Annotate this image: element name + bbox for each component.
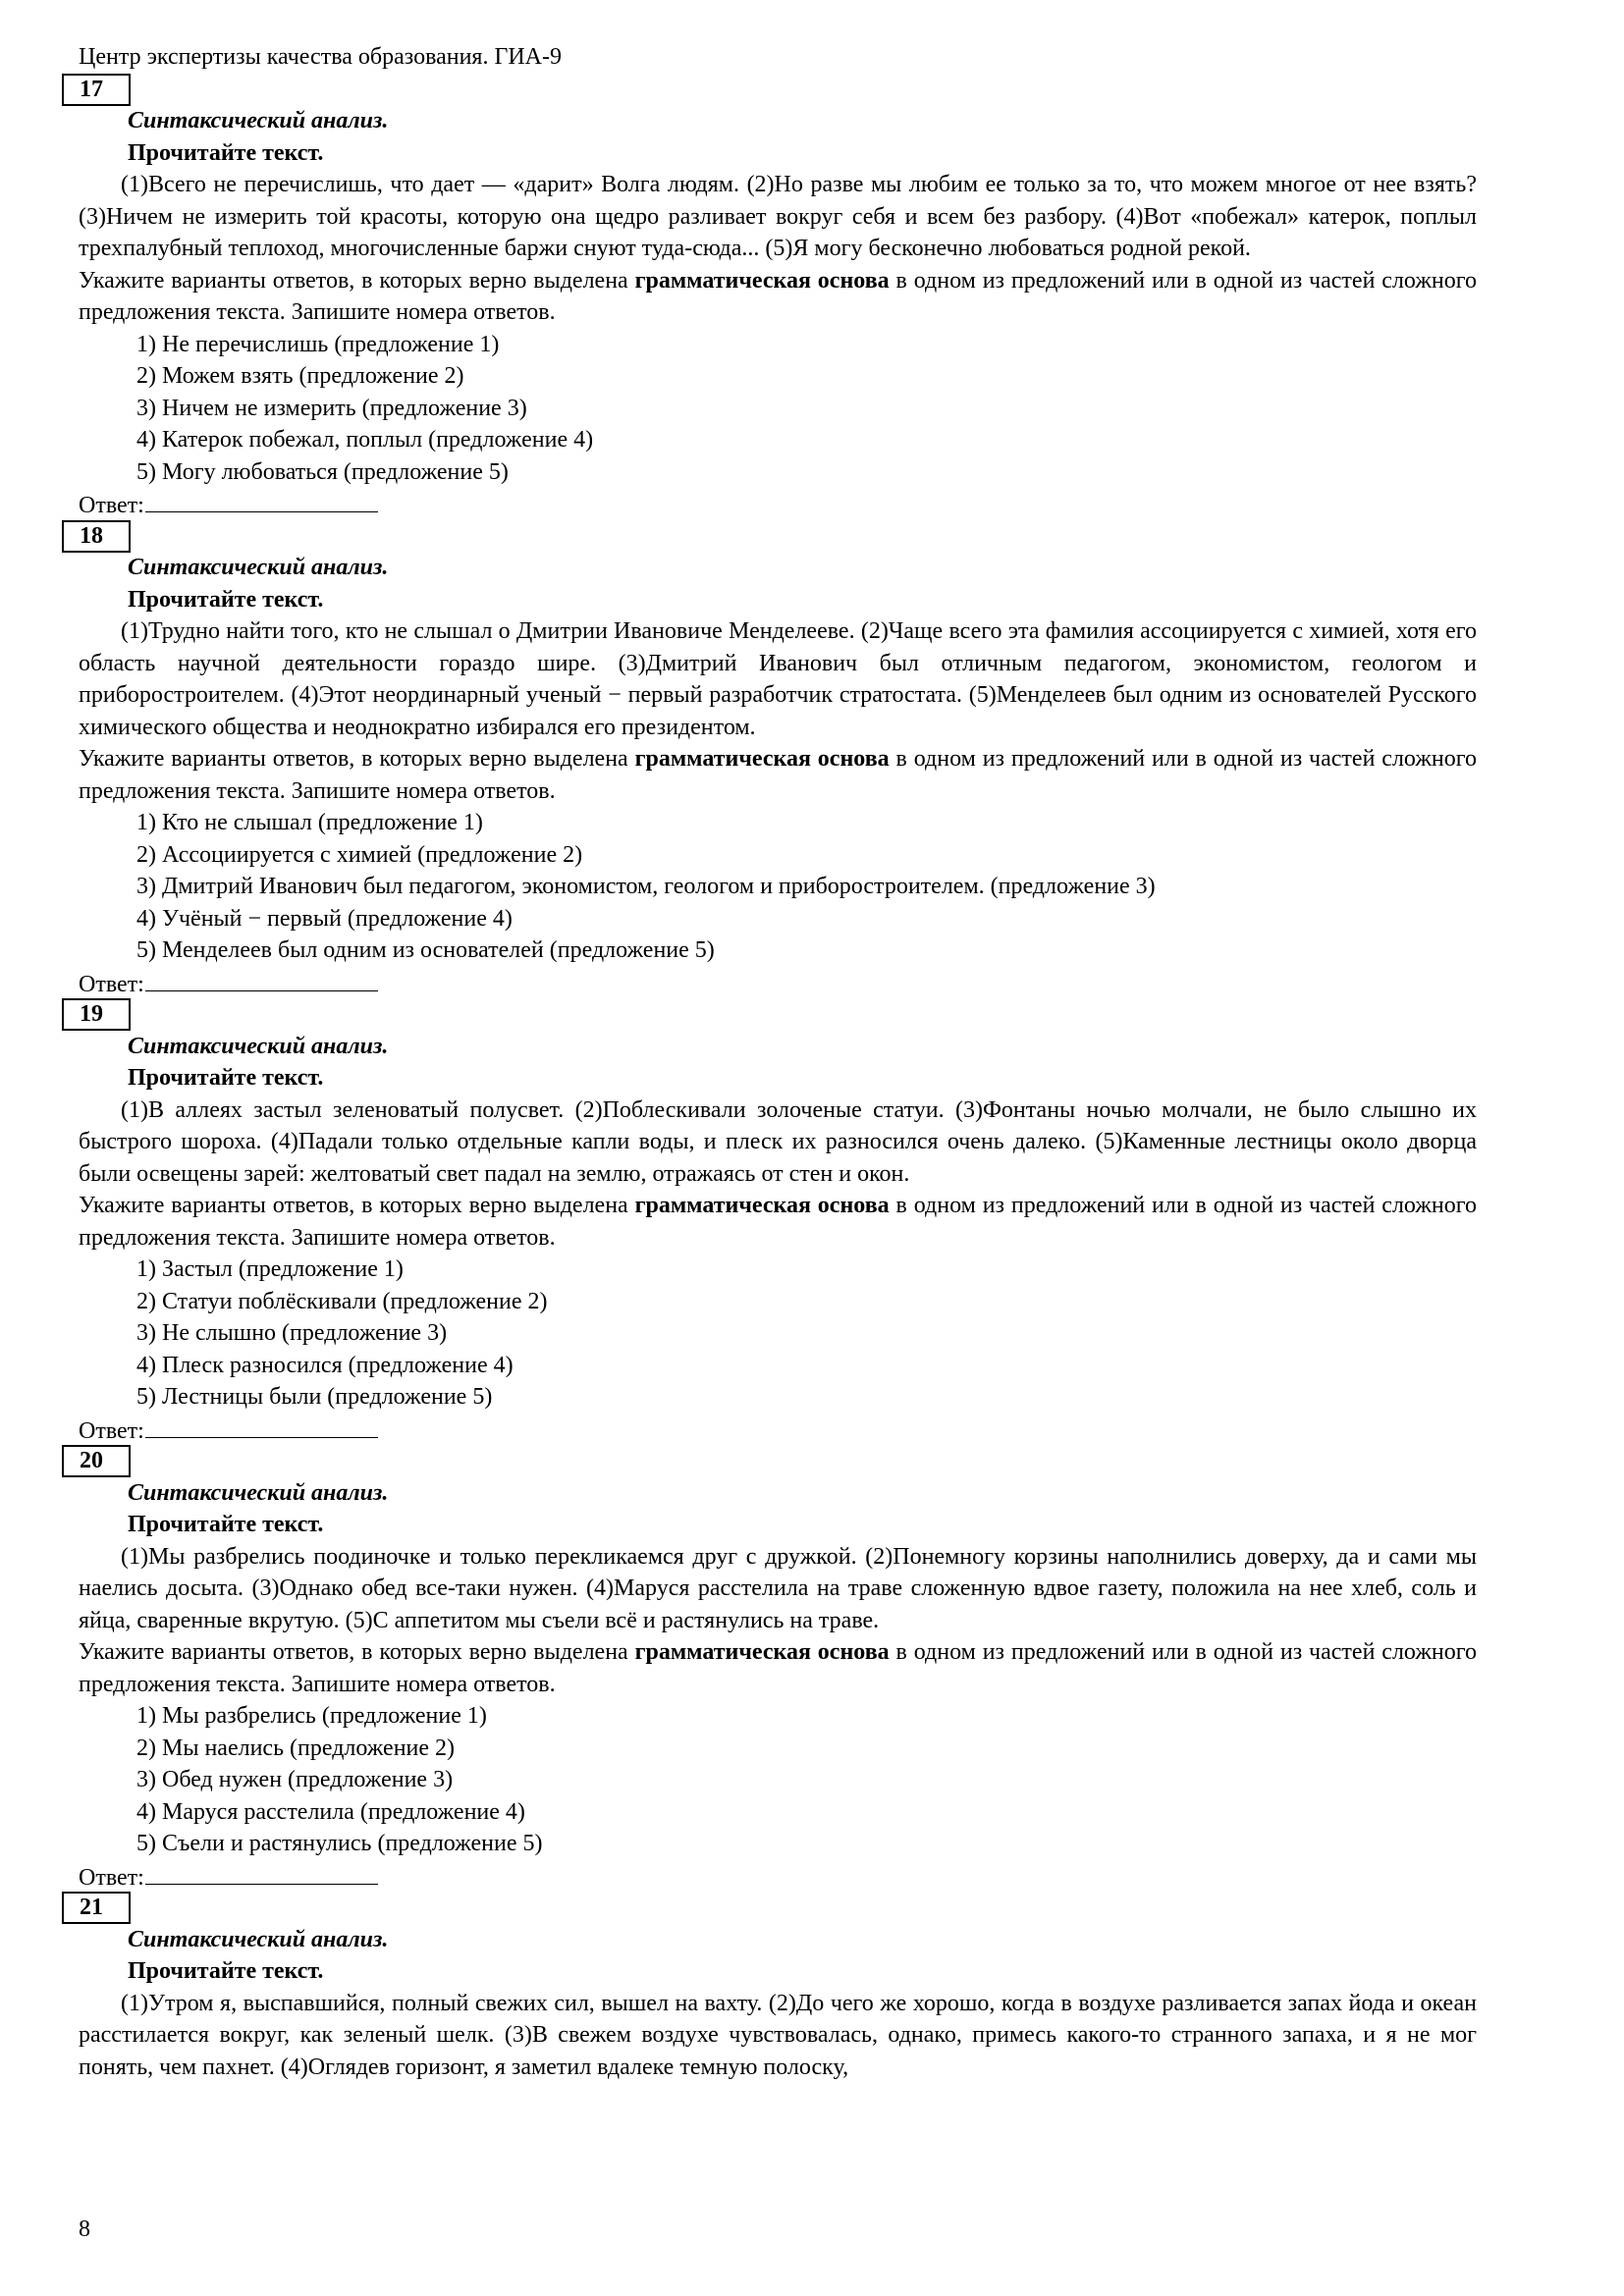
passage-text: (1)Всего не перечислишь, что дает — «дарит» Волга людям. (2)Но разве мы любим ее только за то, что можем многое от нее взять? (3)Ничем не измерить той красоты, которую она щедро разливает вокруг себя и всем без разбору. (4)Вот «побежал» катерок, поплыл трехпалубный теплоход, многочисленные баржи снуют туда-сюда... (5)Я могу бесконечно любоваться родной рекой. — [79, 172, 1477, 261]
question-19 — [79, 998, 1477, 1445]
answer-option: 5) Съели и растянулись (предложение 5) — [136, 1831, 543, 1856]
answer-option: 4) Катерок побежал, поплыл (предложение 4) — [136, 427, 594, 453]
answer-option: 5) Лестницы были (предложение 5) — [136, 1384, 493, 1410]
answer-option: 3) Ничем не измерить (предложение 3) — [136, 395, 527, 421]
answer-options — [79, 1254, 1477, 1414]
answer-field[interactable] — [145, 488, 378, 512]
answer-option: 3) Дмитрий Иванович был педагогом, экономистом, геологом и приборостроителем. (предложение 3) — [136, 874, 1156, 899]
question-subtitle: Синтаксический анализ. — [128, 108, 389, 133]
question-number-box — [62, 74, 131, 106]
task-text-bold: грамматическая основа — [634, 267, 890, 294]
answer-option: 5) Менделеев был одним из основателей (предложение 5) — [136, 937, 715, 963]
answer-option: 1) Застыл (предложение 1) — [136, 1256, 404, 1282]
question-number-box — [62, 1892, 131, 1924]
task-text — [79, 1636, 1477, 1700]
question-number: 20 — [80, 1448, 103, 1473]
task-text — [79, 265, 1477, 329]
instruction-title: Прочитайте текст. — [128, 586, 324, 613]
question-number-box — [62, 1445, 131, 1477]
answer-field[interactable] — [145, 967, 378, 991]
question-subtitle: Синтаксический анализ. — [128, 1926, 389, 1952]
task-text-after: в одном из предложений или в одной из частей сложного предложения текста. Запишите номера ответов. — [79, 746, 1477, 804]
answer-option: 1) Кто не слышал (предложение 1) — [136, 810, 483, 835]
task-text-before: Укажите варианты ответов, в которых верно выделена — [79, 746, 635, 772]
question-number-box — [62, 998, 131, 1031]
question-number: 21 — [80, 1895, 103, 1920]
answer-option: 4) Плеск разносился (предложение 4) — [136, 1352, 514, 1378]
answer-option: 2) Мы наелись (предложение 2) — [136, 1735, 456, 1761]
answer-option: 3) Обед нужен (предложение 3) — [136, 1767, 454, 1792]
question-20 — [79, 1445, 1477, 1892]
question-18 — [79, 520, 1477, 999]
page-number: 8 — [79, 2216, 90, 2242]
question-17 — [79, 74, 1477, 520]
answer-option: 1) Мы разбрелись (предложение 1) — [136, 1703, 487, 1729]
task-text-bold: грамматическая основа — [634, 746, 890, 772]
task-text-before: Укажите варианты ответов, в которых верно выделена — [79, 267, 635, 294]
question-subtitle: Синтаксический анализ. — [128, 1033, 389, 1059]
answer-option: 5) Могу любоваться (предложение 5) — [136, 458, 509, 485]
answer-label: Ответ: — [79, 1417, 144, 1444]
answer-option: 2) Можем взять (предложение 2) — [136, 363, 464, 389]
answer-option: 2) Статуи поблёскивали (предложение 2) — [136, 1288, 548, 1314]
task-text-before: Укажите варианты ответов, в которых верно выделена — [79, 1639, 635, 1665]
answer-row — [79, 488, 1477, 520]
question-subtitle: Синтаксический анализ. — [128, 1479, 389, 1506]
answer-field[interactable] — [145, 1860, 378, 1885]
question-number: 18 — [80, 522, 103, 549]
passage-text: (1)Мы разбрелись поодиночке и только перекликаемся друг с дружкой. (2)Понемногу корзины наполнились доверху, да и сами мы наелись досыта. (3)Однако обед все-таки нужен. (4)Маруся расстелила на траве сложенную вдвое газету, положила на нее хлеб, соль и яйца, сваренные вкрутую. (5)С аппетитом мы съели всё и растянулись на траве. — [79, 1543, 1477, 1633]
answer-options — [79, 807, 1477, 967]
answer-option: 3) Не слышно (предложение 3) — [136, 1320, 448, 1346]
task-text — [79, 1190, 1477, 1254]
answer-label: Ответ: — [79, 493, 144, 518]
task-text-before: Укажите варианты ответов, в которых верно выделена — [79, 1193, 635, 1218]
task-text-after: в одном из предложений или в одной из частей сложного предложения текста. Запишите номера ответов. — [79, 1639, 1477, 1697]
answer-row — [79, 967, 1477, 999]
question-number: 19 — [80, 1001, 103, 1027]
answer-option: 4) Маруся расстелила (предложение 4) — [136, 1798, 525, 1825]
task-text — [79, 743, 1477, 807]
answer-options — [79, 1700, 1477, 1860]
task-text-bold: грамматическая основа — [634, 1639, 890, 1665]
answer-row — [79, 1860, 1477, 1893]
answer-label: Ответ: — [79, 971, 144, 997]
question-number: 17 — [80, 76, 103, 102]
answer-option: 1) Не перечислишь (предложение 1) — [136, 331, 500, 357]
question-number-box — [62, 520, 131, 553]
instruction-title: Прочитайте текст. — [128, 1958, 324, 1984]
answer-row — [79, 1414, 1477, 1446]
passage-text: (1)Утром я, выспавшийся, полный свежих сил, вышел на вахту. (2)До чего же хорошо, когда в воздухе разливается запах йода и океан расстилается вокруг, как зеленый шелк. (3)В свежем воздухе чувствовалась, однако, примесь какого-то странного запаха, и я не мог понять, чем пахнет. (4)Оглядев горизонт, я заметил вдалеке темную полоску, — [79, 1990, 1477, 2080]
task-text-after: в одном из предложений или в одной из частей сложного предложения текста. Запишите номера ответов. — [79, 267, 1477, 325]
answer-options — [79, 329, 1477, 489]
page-header: Центр экспертизы качества образования. ГИА-9 — [79, 44, 562, 70]
document-page — [79, 41, 1477, 2083]
passage-text: (1)Трудно найти того, кто не слышал о Дмитрии Ивановиче Менделееве. (2)Чаще всего эта фамилия ассоциируется с химией, хотя его область научной деятельности гораздо шире. (3)Дмитрий Иванович был отличным педагогом, экономистом, геологом и приборостроителем. (4)Этот неординарный ученый − первый разработчик стратостата. (5)Менделеев был одним из основателей Русского химического общества и неоднократно избирался его президентом. — [79, 618, 1477, 740]
instruction-title: Прочитайте текст. — [128, 1065, 324, 1091]
task-text-after: в одном из предложений или в одной из частей сложного предложения текста. Запишите номера ответов. — [79, 1193, 1477, 1251]
instruction-title: Прочитайте текст. — [128, 139, 324, 166]
passage-text: (1)В аллеях застыл зеленоватый полусвет. (2)Поблескивали золоченые статуи. (3)Фонтаны ночью молчали, не было слышно их быстрого шороха. (4)Падали только отдельные капли воды, и плеск их разносился очень далеко. (5)Каменные лестницы около дворца были освещены зарей: желтоватый свет падал на землю, отражаясь от стен и окон. — [79, 1096, 1477, 1187]
answer-label: Ответ: — [79, 1864, 144, 1891]
task-text-bold: грамматическая основа — [634, 1193, 890, 1218]
answer-option: 4) Учёный − первый (предложение 4) — [136, 905, 513, 932]
question-subtitle: Синтаксический анализ. — [128, 555, 389, 580]
answer-field[interactable] — [145, 1414, 378, 1438]
answer-option: 2) Ассоциируется с химией (предложение 2) — [136, 841, 583, 868]
question-21 — [79, 1892, 1477, 2083]
instruction-title: Прочитайте текст. — [128, 1512, 324, 1537]
